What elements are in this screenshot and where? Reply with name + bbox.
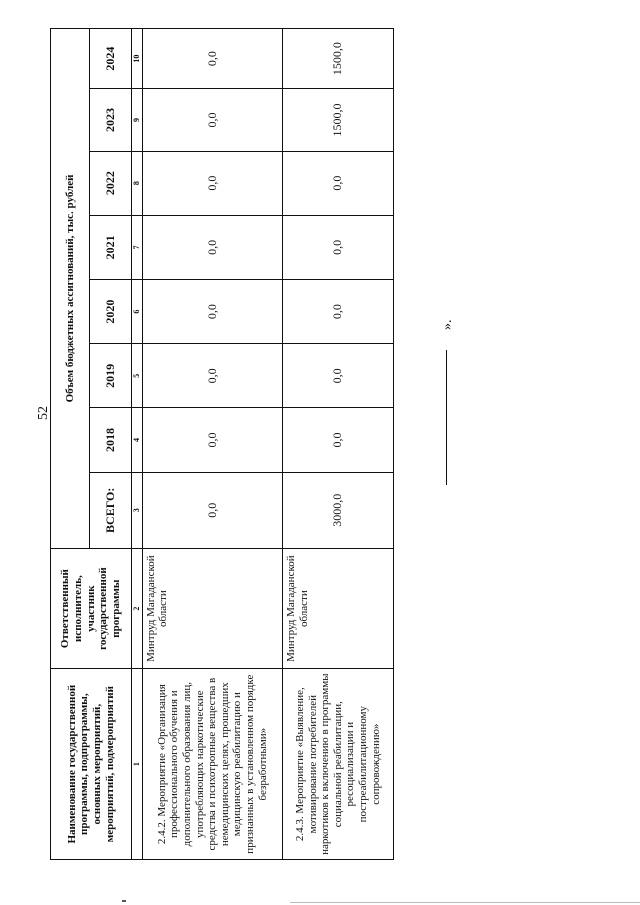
value-cell: 0,0 — [142, 215, 283, 279]
rotated-table-wrapper — [50, 28, 394, 860]
value-cell: 0,0 — [283, 279, 394, 343]
column-number: 9 — [131, 89, 142, 151]
executor-name: Минтруд Магаданской области — [283, 548, 394, 668]
column-number: 5 — [131, 344, 142, 408]
table-row — [283, 29, 394, 860]
year-header: 2022 — [90, 151, 132, 215]
column-number: 8 — [131, 151, 142, 215]
value-cell: 0,0 — [283, 215, 394, 279]
column-number: 10 — [131, 29, 142, 89]
year-header: 2023 — [90, 89, 132, 151]
value-cell: 0,0 — [142, 344, 283, 408]
activity-name: 2.4.2. Мероприятие «Организация профессионального обучения и дополнительного образования лиц, употребляющих наркотические средства и психотропные вещества в немедицинских целях, прошедших медицинскую реабилитацию и признанных в установленном порядке безработными» — [142, 669, 283, 860]
closing-quote-mark: ». — [440, 319, 455, 330]
value-cell: 0,0 — [142, 29, 283, 89]
total-header: ВСЕГО: — [90, 472, 132, 548]
activity-name: 2.4.3. Мероприятие «Выявление, мотивирование потребителей наркотиков к включению в программы социальной реабилитации, ресоциализации и постреабилитационному сопровождению» — [283, 669, 394, 860]
column-number-row — [131, 29, 142, 860]
page-bottom-rule — [290, 902, 640, 903]
header-row-1 — [51, 29, 90, 860]
year-header: 2024 — [90, 29, 132, 89]
column-number: 3 — [131, 472, 142, 548]
table-row — [142, 29, 283, 860]
name-column-header: Наименование государственной программы, подпрограммы, основных мероприятий, мероприятий, подмероприятий — [51, 669, 132, 860]
column-number: 6 — [131, 279, 142, 343]
budget-table — [50, 28, 394, 860]
value-cell: 0,0 — [142, 279, 283, 343]
executor-name: Минтруд Магаданской области — [142, 548, 283, 668]
value-cell: 1500,0 — [283, 89, 394, 151]
year-header: 2019 — [90, 344, 132, 408]
closing-rule — [446, 350, 447, 485]
page-number: 52 — [36, 406, 51, 420]
value-cell: 0,0 — [142, 151, 283, 215]
value-cell: 0,0 — [142, 408, 283, 472]
executor-column-header: Ответственный исполнитель, участник государственной программы — [51, 548, 132, 668]
value-cell: 3000,0 — [283, 472, 394, 548]
value-cell: 1500,0 — [283, 29, 394, 89]
column-number: 1 — [131, 669, 142, 860]
scan-mark — [122, 900, 126, 902]
value-cell: 0,0 — [142, 89, 283, 151]
value-cell: 0,0 — [283, 408, 394, 472]
year-header: 2018 — [90, 408, 132, 472]
column-number: 7 — [131, 215, 142, 279]
year-header: 2021 — [90, 215, 132, 279]
budget-header: Объем бюджетных ассигнований, тыс. рублей — [51, 29, 90, 549]
column-number: 4 — [131, 408, 142, 472]
value-cell: 0,0 — [283, 344, 394, 408]
value-cell: 0,0 — [283, 151, 394, 215]
column-number: 2 — [131, 548, 142, 668]
year-header: 2020 — [90, 279, 132, 343]
value-cell: 0,0 — [142, 472, 283, 548]
